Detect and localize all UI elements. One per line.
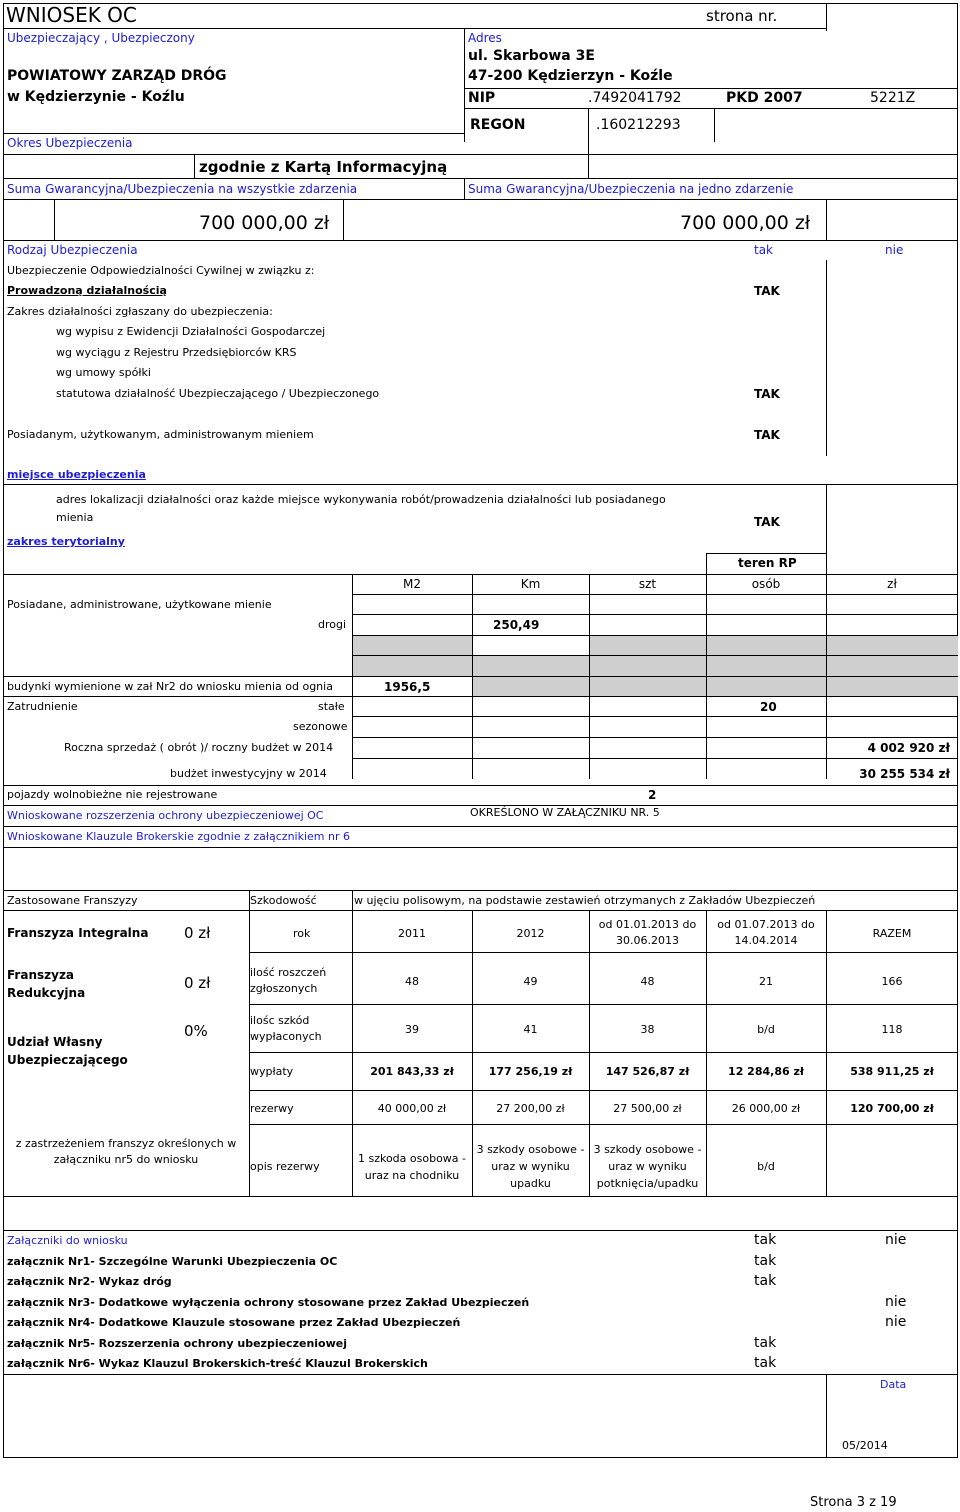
seasonal-label: sezonowe xyxy=(293,720,348,733)
scope-item-4: statutowa działalność Ubezpieczającego / Ubezpieczonego xyxy=(56,387,380,400)
unit-km: Km xyxy=(520,577,541,591)
claims-cell: 147 526,87 zł xyxy=(605,1065,690,1078)
claims-cell: 27 500,00 zł xyxy=(613,1102,682,1115)
claims-cell: 39 xyxy=(405,1023,419,1036)
own-share-value: 0% xyxy=(184,1022,208,1040)
statutory-value: TAK xyxy=(754,387,780,401)
reduction-value: 0 zł xyxy=(184,974,211,992)
address-street: ul. Skarbowa 3E xyxy=(468,48,595,64)
claims-header-2011: 2011 xyxy=(398,927,426,940)
type-tak-header: tak xyxy=(754,243,774,257)
attachments-label: Załączniki do wniosku xyxy=(7,1234,128,1247)
activity-value: TAK xyxy=(754,284,780,298)
claims-note: w ujęciu polisowym, na podstawie zestawień otrzymanych z Zakładów Ubezpieczeń xyxy=(354,894,816,907)
type-nie-header: nie xyxy=(885,243,904,257)
integral-label: Franszyza Integralna xyxy=(7,926,149,940)
claims-cell: 3 szkody osobowe - uraz w wyniku upadku xyxy=(476,1143,585,1190)
integral-value: 0 zł xyxy=(184,924,211,942)
footer-page-number: Strona 3 z 19 xyxy=(810,1495,897,1510)
claims-header-total: RAZEM xyxy=(872,927,912,940)
sum-one-label: Suma Gwarancyjna/Ubezpieczenia na jedno zdarzenie xyxy=(468,182,794,196)
sum-all-label: Suma Gwarancyjna/Ubezpieczenia na wszystkie zdarzenia xyxy=(7,182,358,196)
claims-row-label-reserves: rezerwy xyxy=(250,1102,294,1115)
claims-cell: 48 xyxy=(640,975,655,988)
attachment-4-nie: nie xyxy=(885,1314,907,1330)
extensions-value: OKREŚLONO W ZAŁĄCZNIKU NR. 5 xyxy=(470,806,660,819)
own-share-label: Udział Własny Ubezpieczającego xyxy=(7,1035,128,1067)
attachment-6-tak: tak xyxy=(754,1355,777,1371)
location-text: adres lokalizacji działalności oraz każde miejsce wykonywania robót/prowadzenia działalności lub posiadanego mienia xyxy=(56,493,666,524)
page-label: strona nr. xyxy=(706,7,778,25)
attachments-nie-header: nie xyxy=(885,1232,907,1248)
permanent-label: stałe xyxy=(318,700,345,713)
sum-all-value: 700 000,00 zł xyxy=(199,212,330,234)
property-owned-label: Posiadane, administrowane, użytkowane mienie xyxy=(7,598,272,611)
scope-item-1: wg wypisu z Ewidencji Działalności Gospodarczej xyxy=(56,325,326,338)
period-label: Okres Ubezpieczenia xyxy=(7,136,133,150)
form-frame xyxy=(3,3,958,1458)
regon-value: .160212293 xyxy=(596,117,681,133)
permanent-value: 20 xyxy=(760,700,777,714)
claims-cell: 27 200,00 zł xyxy=(496,1102,565,1115)
claims-cell: 40 000,00 zł xyxy=(377,1102,447,1115)
attachment-5: załącznik Nr5- Rozszerzenia ochrony ubezpieczeniowej xyxy=(7,1337,347,1350)
property-label: Posiadanym, użytkowanym, administrowanym mieniem xyxy=(7,428,314,441)
location-label: miejsce ubezpieczenia xyxy=(7,468,146,481)
address-city: 47-200 Kędzierzyn - Koźle xyxy=(468,68,673,84)
claims-cell: 49 xyxy=(523,975,538,988)
claims-cell: b/d xyxy=(757,1023,775,1036)
date-label: Data xyxy=(880,1378,907,1391)
attachment-4: załącznik Nr4- Dodatkowe Klauzule stosowane przez Zakład Ubezpieczeń xyxy=(7,1316,461,1329)
regon-label: REGON xyxy=(470,117,526,133)
sum-one-value: 700 000,00 zł xyxy=(680,212,811,234)
location-value: TAK xyxy=(754,515,780,529)
scope-label: Zakres działalności zgłaszany do ubezpieczenia: xyxy=(7,305,273,318)
sales-label: Roczna sprzedaż ( obrót )/ roczny budżet w 2014 xyxy=(64,741,334,754)
vehicles-label: pojazdy wolnobieżne nie rejestrowane xyxy=(7,788,218,801)
pkd-label: PKD 2007 xyxy=(726,90,803,106)
attachment-5-tak: tak xyxy=(754,1335,777,1351)
claims-cell: 41 xyxy=(523,1023,538,1036)
roads-label: drogi xyxy=(318,618,347,631)
claims-header-year: rok xyxy=(293,927,311,940)
unit-szt: szt xyxy=(638,577,657,591)
insured-label: Ubezpieczający , Ubezpieczony xyxy=(7,31,195,45)
attachment-6: załącznik Nr6- Wykaz Klauzul Brokerskich-treść Klauzul Brokerskich xyxy=(7,1357,428,1370)
scope-item-3: wg umowy spółki xyxy=(56,366,151,379)
oc-label: Ubezpieczenie Odpowiedzialności Cywilnej w związku z: xyxy=(7,264,315,277)
claims-header-2013h2: od 01.07.2013 do 14.04.2014 xyxy=(717,918,815,947)
attachment-3-nie: nie xyxy=(885,1294,907,1310)
claims-header-2012: 2012 xyxy=(516,927,545,940)
unit-osob: osób xyxy=(751,577,781,591)
buildings-value: 1956,5 xyxy=(384,680,431,694)
attachment-1: załącznik Nr1- Szczególne Warunki Ubezpieczenia OC xyxy=(7,1255,338,1268)
nip-label: NIP xyxy=(468,90,496,106)
extensions-label: Wnioskowane rozszerzenia ochrony ubezpieczeniowej OC xyxy=(7,809,324,822)
attachment-3: załącznik Nr3- Dodatkowe wyłączenia ochrony stosowane przez Zakład Ubezpieczeń xyxy=(7,1296,530,1309)
roads-value: 250,49 xyxy=(493,618,540,632)
claims-cell: 12 284,86 zł xyxy=(728,1065,804,1078)
claims-cell: 118 xyxy=(881,1023,903,1036)
period-value: zgodnie z Kartą Informacyjną xyxy=(199,158,448,176)
franchise-note: z zastrzeżeniem franszyz określonych w załączniku nr5 do wniosku xyxy=(15,1137,237,1166)
attachment-2-tak: tak xyxy=(754,1273,777,1289)
claims-row-label-payouts: wypłaty xyxy=(250,1065,294,1078)
type-label: Rodzaj Ubezpieczenia xyxy=(7,243,138,257)
pkd-value: 5221Z xyxy=(870,90,916,106)
attachment-1-tak: tak xyxy=(754,1253,777,1269)
org-city: w Kędzierzynie - Koźlu xyxy=(7,89,185,105)
sales-value: 4 002 920 zł xyxy=(867,741,950,755)
attachments-tak-header: tak xyxy=(754,1232,777,1248)
claims-cell: 177 256,19 zł xyxy=(488,1065,573,1078)
claims-cell: b/d xyxy=(757,1160,775,1173)
franchise-label: Zastosowane Franszyzy xyxy=(7,894,138,907)
clauses-label: Wnioskowane Klauzule Brokerskie zgodnie z załącznikiem nr 6 xyxy=(7,830,350,843)
territorial-value: teren RP xyxy=(738,556,797,570)
claims-row-label-reserve-desc: opis rezerwy xyxy=(250,1160,320,1173)
unit-m2: M2 xyxy=(403,577,421,591)
form-title: WNIOSEK OC xyxy=(6,3,137,27)
reduction-label: Franszyza Redukcyjna xyxy=(7,968,86,1000)
buildings-label: budynki wymienione w zał Nr2 do wniosku mienia od ognia xyxy=(7,680,333,693)
org-name: POWIATOWY ZARZĄD DRÓG xyxy=(7,68,227,84)
claims-cell: 26 000,00 zł xyxy=(731,1102,801,1115)
address-label: Adres xyxy=(468,31,502,45)
claims-cell: 3 szkody osobowe - uraz w wyniku potknięcia/upadku xyxy=(593,1143,702,1190)
claims-row-label-reported: ilość roszczeń zgłoszonych xyxy=(250,966,327,995)
territorial-label: zakres terytorialny xyxy=(7,535,125,548)
invest-value: 30 255 534 zł xyxy=(859,767,950,781)
claims-cell: 1 szkoda osobowa - uraz na chodniku xyxy=(357,1152,467,1182)
claims-cell: 166 xyxy=(881,975,903,988)
date-value: 05/2014 xyxy=(842,1439,888,1452)
claims-header-2013h1: od 01.01.2013 do 30.06.2013 xyxy=(598,918,697,947)
scope-item-2: wg wyciągu z Rejestru Przedsiębiorców KRS xyxy=(56,346,297,359)
employment-label: Zatrudnienie xyxy=(7,700,78,713)
claims-cell: 48 xyxy=(405,975,419,988)
claims-cell: 538 911,25 zł xyxy=(850,1065,934,1078)
activity-label: Prowadzoną działalnością xyxy=(7,284,167,297)
claims-cell: 120 700,00 zł xyxy=(850,1102,934,1115)
nip-value: .7492041792 xyxy=(588,90,682,106)
property-value: TAK xyxy=(754,428,780,442)
vehicles-value: 2 xyxy=(648,788,657,802)
claims-cell: 38 xyxy=(640,1023,655,1036)
unit-zl: zł xyxy=(887,577,897,591)
claims-cell: 21 xyxy=(759,975,773,988)
claims-cell: 201 843,33 zł xyxy=(370,1065,454,1078)
claims-row-label-paid: ilośc szkód wypłaconych xyxy=(250,1014,322,1043)
invest-label: budżet inwestycyjny w 2014 xyxy=(170,767,327,780)
claims-label: Szkodowość xyxy=(250,894,317,907)
attachment-2: załącznik Nr2- Wykaz dróg xyxy=(7,1275,172,1288)
